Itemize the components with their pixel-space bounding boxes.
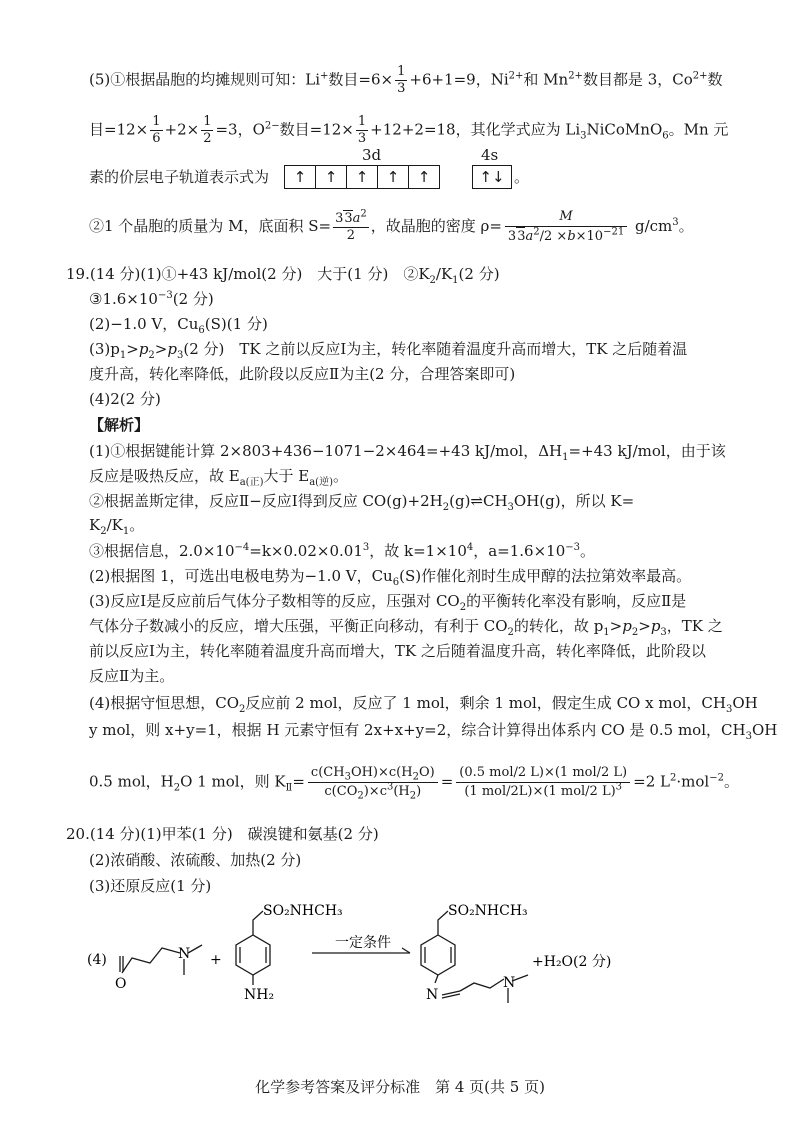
reaction-scheme (80, 895, 740, 1014)
q19-head: 19.(14 分)(1)①+43 kJ/mol(2 分) 大于(1 分) $②K_2/K_1(2$ 分) (66, 265, 500, 286)
orbital-4s-label: 4s (481, 146, 499, 164)
q18-line-2: 目=12× $\frac{1}{6}$ +2× $\frac{1}{2}$ =3，$O^{2-}$数目=12× $\frac{1}{3}$ +12+2=18，其化学式应为 $Li_3NiCoMnO_6$。Mn 元 (89, 114, 729, 146)
orbital-box: ↑ (417, 168, 431, 186)
orbital-3d-boxes (284, 165, 440, 189)
q18-line-3: 素的价层电子轨道表示式为 (89, 168, 270, 186)
sulfonamide-group: SO₂NHCH₃ (263, 903, 343, 919)
analysis-line-8: 气体分子数减小的反应，增大压强，平衡正向移动，有利于 $CO_2$的转化，故 $p_1>p_2>p_3$，TK 之 (89, 617, 723, 638)
analysis-line-12: y mol，则 x+y=1，根据 H 元素守恒有 2x+x+y=2，综合计算得出体系内 CO 是 0.5 mol，$CH_3OH$ (89, 721, 778, 742)
q18-line-3-end: 。 (514, 168, 530, 186)
reactant-oxygen: O (115, 976, 127, 992)
orbital-box: ↑ (378, 166, 409, 188)
analysis-line-10: 反应Ⅱ为主。 (89, 667, 175, 685)
product-suffix: +H₂O(2 分) (532, 954, 612, 970)
orbital-4s-boxes (472, 165, 512, 189)
q18-line-1: (5)①根据晶胞的均摊规则可知：Li+数目=6× $\frac{1}{3}$ +6+1=9，$Ni^{2+}$和 $Mn^{2+}$数目都是 3，$Co^{2+}$数 (89, 64, 723, 96)
orbital-box: ↑ (316, 166, 347, 188)
reactant-aniline (236, 911, 270, 985)
analysis-line-11: (4)根据守恒思想，$CO_2$反应前 2 mol，反应了 1 mol，剩余 1 mol，假定生成 CO x mol，$CH_3OH$ (89, 694, 758, 715)
product-nitrogen: N (426, 987, 439, 1003)
reactant-nitrogen: N (178, 946, 191, 962)
analysis-heading: 【解析】 (89, 416, 150, 434)
q20-head: 20.(14 分)(1)甲苯(1 分) 碳溴键和氨基(2 分) (66, 825, 379, 843)
q18-line-4: ②1 个晶胞的质量为 M，底面积 S= $\frac{33a^2}{2}$ ，故晶胞的密度 ρ= $\frac{M}{33a^2/2 \times b\times 10^{-21}}$ $g/cm^3$。 (89, 208, 694, 244)
analysis-line-2: 反应是吸热反应，故 $E_{a(正)}$大于 $E_{a(逆)}$。 (89, 467, 348, 488)
orbital-box: ↑ (347, 166, 378, 188)
q19-line-6: (4)2(2 分) (89, 390, 161, 408)
orbital-box: ↑↓ (479, 168, 505, 186)
analysis-line-5: ③根据信息，$2.0\times 10^{-4}=k\times 0.02\times 0.01^3$，故 $k=1\times 10^4$，$a=1.6\times 10^{-3}$。 (89, 542, 596, 560)
q19-line-3: (2)−1.0 V，$Cu_6(S)(1$ 分) (89, 315, 268, 336)
analysis-line-3: ②根据盖斯定律，反应Ⅱ−反应Ⅰ得到反应 $CO(g)+2H_2(g)\rightleftharpoons CH_3OH(g)$，所以 K= (89, 492, 635, 513)
q20-line-3: (3)还原反应(1 分) (89, 877, 212, 895)
orbital-box: ↑ (285, 166, 316, 188)
q19-line-5: 度升高，转化率降低，此阶段以反应Ⅱ为主(2 分，合理答案即可) (89, 365, 516, 383)
analysis-line-6: (2)根据图 1，可选出电极电势为−1.0 V，$Cu_6(S)$作催化剂时生成甲醇的法拉第效率最高。 (89, 567, 692, 588)
q19-line-2: $③1.6\times 10^{-3}(2$ 分) (89, 290, 214, 308)
reaction-label: (4) (87, 952, 107, 968)
q20-line-2: (2)浓硝酸、浓硫酸、加热(2 分) (89, 851, 302, 869)
analysis-line-13: 0.5 mol，$H_2O$ 1 mol，则 $K_Ⅱ=$ $\frac{c(CH_3OH)\times c(H_2O)}{c(CO_2)\times c^3(H_2)}$ = $\frac{\text{(0.5 mol/2 L)×(1 mol/2 L)}}{(1 mol/2L)\times(1 mol/2 L)^3}$ =2 $L^2\cdot mol^{-2}$。 (89, 765, 739, 802)
q19-line-4: $(3)p_1>p_2>p_3(2$ 分) TK 之前以反应Ⅰ为主，转化率随着温度升高而增大，TK 之后随着温 (89, 340, 688, 361)
analysis-line-9: 前以反应Ⅰ为主，转化率随着温度升高而增大，TK 之后随着温度升高，转化率降低，此阶段以 (89, 642, 706, 660)
analysis-line-1: (1)①根据键能计算 2×803+436−1071−2×464=+43 kJ/mol，$\Delta H_1=+43$ kJ/mol，由于该 (89, 442, 726, 463)
plus-sign: + (210, 952, 222, 968)
reaction-condition: 一定条件 (335, 935, 391, 951)
orbital-3d-label: 3d (362, 146, 382, 164)
product-amine-nitrogen: N (503, 975, 516, 991)
analysis-line-4: $K_2/K_1$。 (89, 516, 145, 537)
product-sulfonamide: SO₂NHCH₃ (448, 903, 528, 919)
page-footer: 化学参考答案及评分标准 第 4 页(共 5 页) (255, 1078, 545, 1096)
amine-group: NH₂ (244, 987, 275, 1003)
analysis-line-7: (3)反应Ⅰ是反应前后气体分子数相等的反应，压强对 $CO_2$的平衡转化率没有影响，反应Ⅱ是 (89, 592, 687, 613)
